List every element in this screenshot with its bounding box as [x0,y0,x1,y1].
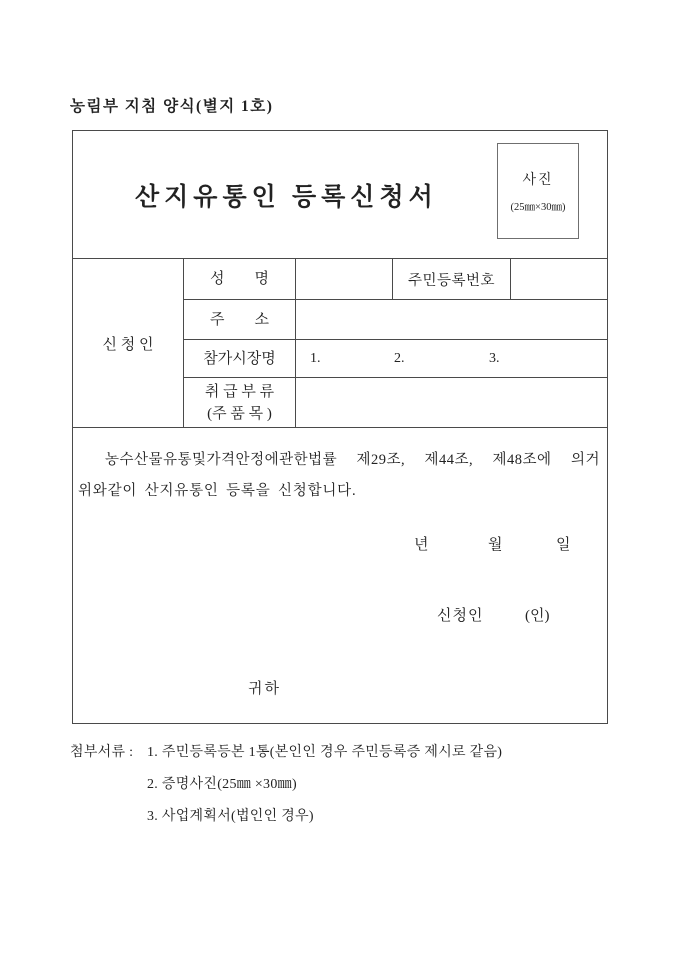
applicant-group-label: 신 청 인 [73,259,184,427]
attachment-item-2: 2. 증명사진(25㎜ ×30㎜) [147,777,297,792]
statement-section [73,428,607,724]
applicant-table [73,259,607,428]
statement-article-44: 제44조, [424,452,474,468]
attachment-item-1: 1. 주민등록등본 1통(본인인 경우 주민등록증 제시로 같음) [147,745,503,760]
category-label [184,378,296,427]
statement-law-name: 농수산물유통및가격안정에관한법률 [105,452,338,468]
form-code-heading: 농림부 지침 양식(별지 1호) [70,98,274,115]
market-item-3: 3. [489,350,500,366]
attachment-row-3 [147,807,502,826]
market-item-1: 1. [310,350,321,366]
applicant-rows [184,259,607,427]
market-item-2: 2. [394,350,405,366]
date-line [73,533,607,553]
statement-article-29: 제29조, [356,452,406,468]
date-day-label: 일 [556,537,571,553]
photo-box [497,143,579,239]
title-section [73,131,607,259]
rrn-value-cell [511,259,607,299]
table-row-address [184,300,607,340]
signer-label: 신청인 [437,608,484,624]
category-label-line2: (주 품 목 ) [207,405,272,422]
statement-line-2: 위와같이 산지유통인 등록을 신청합니다. [78,483,357,499]
category-label-line1: 취 급 부 류 [204,383,275,400]
form-title: 산지유통인 등록신청서 [135,184,438,211]
attachment-row-1 [70,743,502,762]
signer-seal-mark: (인) [525,608,550,624]
attachments-prefix: 첨부서류 : [70,745,134,760]
date-year-label: 년 [414,537,429,553]
attachment-row-2 [147,775,502,794]
markets-value-cell [296,340,607,377]
photo-label: 사진 [522,172,554,188]
recipient-label: 귀하 [248,681,281,697]
table-row-name [184,259,607,300]
address-value-cell [296,300,607,339]
date-month-label: 월 [488,537,503,553]
application-form-box [72,130,608,724]
attachments-list [70,743,502,826]
table-row-markets [184,340,607,378]
rrn-label: 주민등록번호 [393,259,511,299]
signer-line [73,604,607,624]
name-label: 성 명 [184,259,296,299]
attachment-item-3: 3. 사업계획서(법인인 경우) [147,809,314,824]
statement-article-48: 제48조에 [492,452,552,468]
statement-tail: 의거 [570,452,600,468]
table-row-category [184,378,607,427]
photo-size-spec: (25㎜×30㎜) [510,201,566,213]
category-value-cell [296,378,607,427]
markets-label: 참가시장명 [184,340,296,377]
statement-line-1 [79,448,600,469]
name-value-cell [296,259,393,299]
address-label: 주 소 [184,300,296,339]
